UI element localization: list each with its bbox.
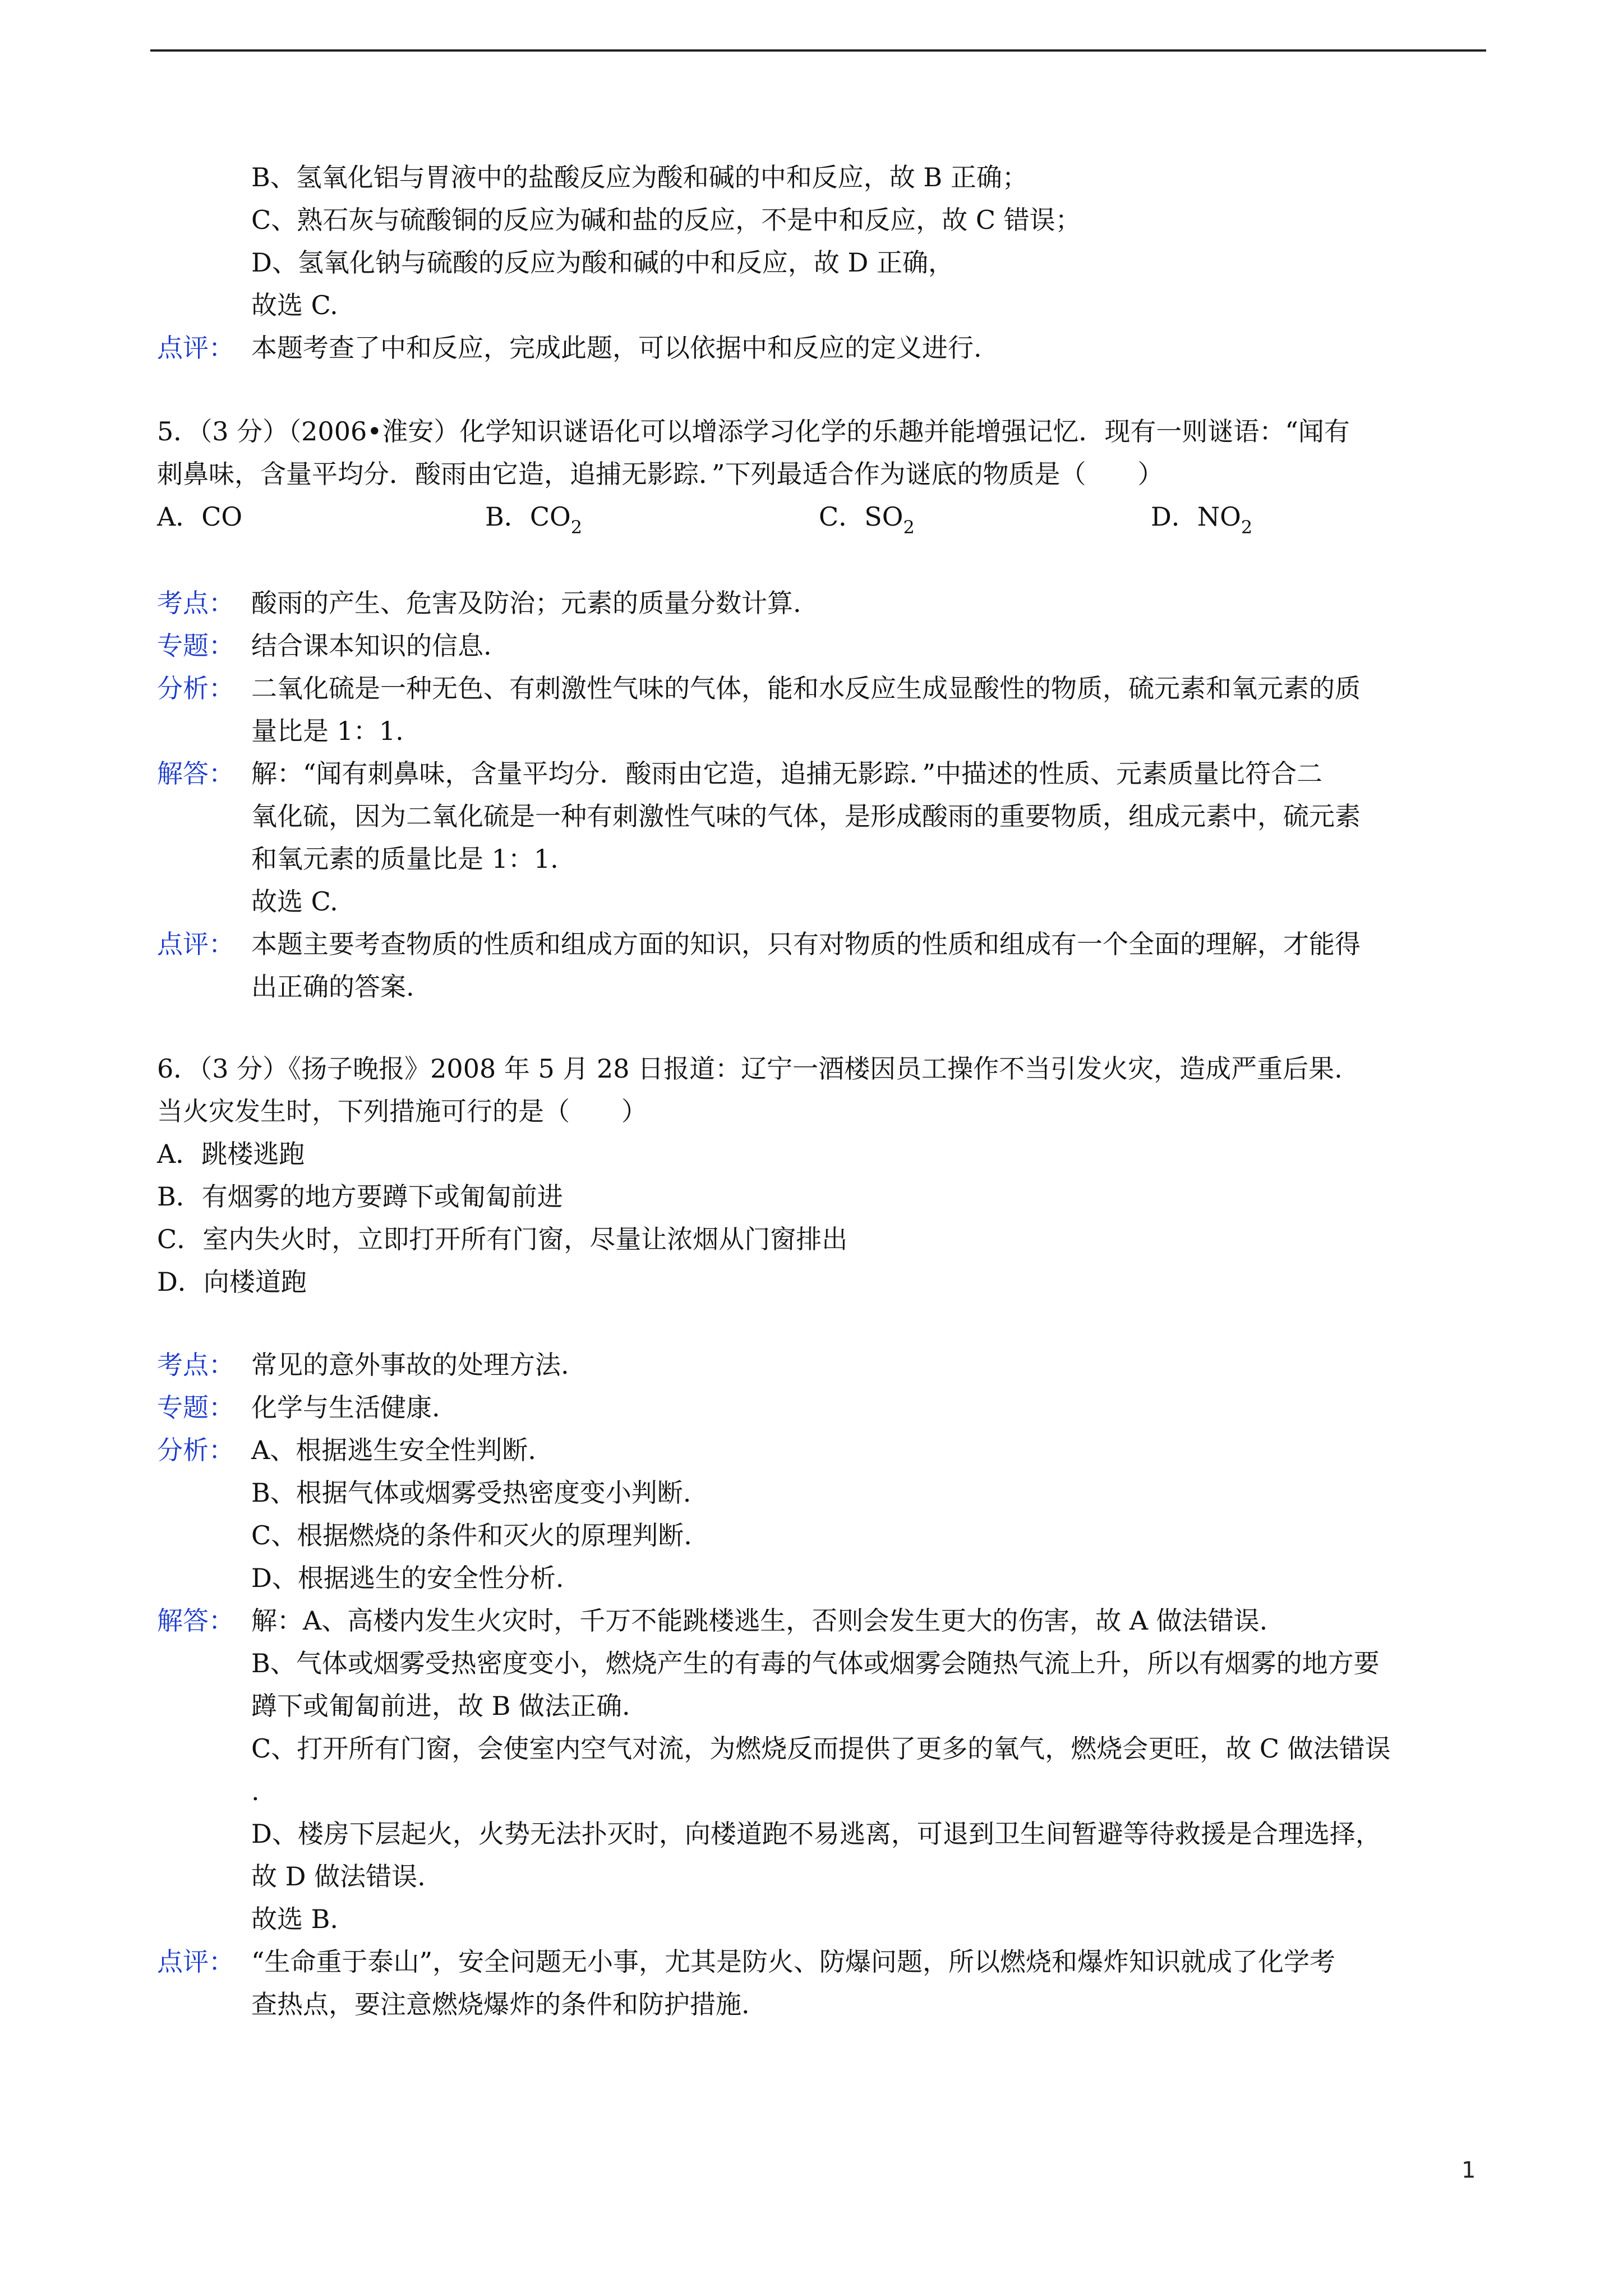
q5-stem-line: 5．（3 分）（2006•淮安）化学知识谜语化可以增添学习化学的乐趣并能增强记忆．现有一则谜语：“闻有 bbox=[157, 416, 1350, 447]
comment-line: 本题考查了中和反应，完成此题，可以依据中和反应的定义进行. bbox=[251, 333, 982, 363]
q6-fenxi-line: A、根据逃生安全性判断. bbox=[251, 1435, 536, 1465]
q5-fenxi-line: 量比是 1：1. bbox=[251, 716, 404, 746]
q6-option-d: D．向楼道跑 bbox=[157, 1267, 307, 1297]
q6-dianping-line: “生命重于泰山”，安全问题无小事，尤其是防火、防爆问题，所以燃烧和爆炸知识就成了化学考 bbox=[251, 1947, 1336, 1977]
q6-zhuanti-label: 专题： bbox=[157, 1392, 234, 1423]
analysis-line: 故选 C. bbox=[251, 290, 338, 320]
q6-option-c: C．室内失火时，立即打开所有门窗，尽量让浓烟从门窗排出 bbox=[157, 1224, 848, 1254]
q6-option-a: A．跳楼逃跑 bbox=[157, 1139, 305, 1169]
q5-kaodian-label: 考点： bbox=[157, 588, 234, 618]
q6-jieda-line: 故选 B. bbox=[251, 1904, 339, 1934]
q5-option-c: C．$SO_2$ bbox=[819, 501, 915, 538]
q5-option-a: A．CO bbox=[157, 501, 243, 532]
q6-fenxi-line: B、根据气体或烟雾受热密度变小判断. bbox=[251, 1478, 691, 1508]
q6-dianping-label: 点评： bbox=[157, 1947, 234, 1977]
q6-kaodian-label: 考点： bbox=[157, 1350, 234, 1380]
q5-option-d: D．$NO_2$ bbox=[1151, 501, 1253, 538]
q6-jieda-line: 解：A、高楼内发生火灾时，千万不能跳楼逃生，否则会发生更大的伤害，故 A 做法错误. bbox=[251, 1605, 1268, 1636]
q5-jieda-line: 和氧元素的质量比是 1：1. bbox=[251, 844, 559, 874]
q5-jieda-label: 解答： bbox=[157, 758, 234, 789]
q5-kaodian: 酸雨的产生、危害及防治；元素的质量分数计算. bbox=[251, 588, 801, 618]
q6-jieda-line: D、楼房下层起火，火势无法扑灭时，向楼道跑不易逃离，可退到卫生间暂避等待救援是合理选择， bbox=[251, 1819, 1381, 1849]
q6-kaodian: 常见的意外事故的处理方法. bbox=[251, 1350, 569, 1380]
comment-label: 点评： bbox=[157, 333, 234, 363]
q5-options bbox=[157, 500, 1503, 538]
q6-jieda-line: 蹲下或匍匐前进，故 B 做法正确. bbox=[251, 1691, 630, 1721]
q6-stem-line: 6．（3 分）《扬子晚报》2008 年 5 月 28 日报道：辽宁一酒楼因员工操作不当引发火灾，造成严重后果. bbox=[157, 1053, 1343, 1084]
q6-zhuanti: 化学与生活健康. bbox=[251, 1392, 440, 1423]
q6-jieda-line: . bbox=[251, 1776, 260, 1806]
q5-option-b: B．$CO_2$ bbox=[485, 501, 583, 538]
q6-fenxi-line: D、根据逃生的安全性分析. bbox=[251, 1563, 564, 1593]
q6-stem-line: 当火灾发生时，下列措施可行的是（ ） bbox=[157, 1096, 647, 1126]
q5-zhuanti-label: 专题： bbox=[157, 631, 234, 661]
q6-jieda-line: B、气体或烟雾受热密度变小，燃烧产生的有毒的气体或烟雾会随热气流上升，所以有烟雾的地方要 bbox=[251, 1648, 1380, 1678]
q6-jieda-line: 故 D 做法错误. bbox=[251, 1861, 426, 1892]
q5-dianping-label: 点评： bbox=[157, 929, 234, 959]
analysis-line: B、氢氧化铝与胃液中的盐酸反应为酸和碱的中和反应，故 B 正确； bbox=[251, 162, 1028, 192]
q5-dianping-line: 出正确的答案. bbox=[251, 972, 414, 1002]
q5-jieda-line: 解：“闻有刺鼻味，含量平均分．酸雨由它造，追捕无影踪．”中描述的性质、元素质量比符合二 bbox=[251, 758, 1323, 789]
q6-option-b: B．有烟雾的地方要蹲下或匍匐前进 bbox=[157, 1181, 563, 1212]
q6-jieda-label: 解答： bbox=[157, 1605, 234, 1636]
q5-dianping-line: 本题主要考查物质的性质和组成方面的知识，只有对物质的性质和组成有一个全面的理解，才能得 bbox=[251, 929, 1361, 959]
q5-fenxi-line: 二氧化硫是一种无色、有刺激性气味的气体，能和水反应生成显酸性的物质，硫元素和氧元素的质 bbox=[251, 673, 1361, 703]
q5-stem-line: 刺鼻味，含量平均分．酸雨由它造，追捕无影踪．”下列最适合作为谜底的物质是（ ） bbox=[157, 459, 1164, 489]
q5-jieda-line: 氧化硫，因为二氧化硫是一种有刺激性气味的气体，是形成酸雨的重要物质，组成元素中，硫元素 bbox=[251, 801, 1361, 831]
q5-zhuanti: 结合课本知识的信息. bbox=[251, 631, 492, 661]
q6-fenxi-line: C、根据燃烧的条件和灭火的原理判断. bbox=[251, 1520, 692, 1550]
page-number: 1 bbox=[1461, 2157, 1476, 2183]
q6-jieda-line: C、打开所有门窗，会使室内空气对流，为燃烧反而提供了更多的氧气，燃烧会更旺，故 C 做法错误 bbox=[251, 1733, 1391, 1764]
analysis-line: D、氢氧化钠与硫酸的反应为酸和碱的中和反应，故 D 正确， bbox=[251, 247, 955, 278]
analysis-line: C、熟石灰与硫酸铜的反应为碱和盐的反应，不是中和反应，故 C 错误； bbox=[251, 205, 1081, 235]
q5-fenxi-label: 分析： bbox=[157, 673, 234, 703]
q5-jieda-line: 故选 C. bbox=[251, 886, 338, 917]
header-rule bbox=[150, 49, 1486, 52]
q6-dianping-line: 查热点，要注意燃烧爆炸的条件和防护措施. bbox=[251, 1989, 750, 2019]
q6-fenxi-label: 分析： bbox=[157, 1435, 234, 1465]
